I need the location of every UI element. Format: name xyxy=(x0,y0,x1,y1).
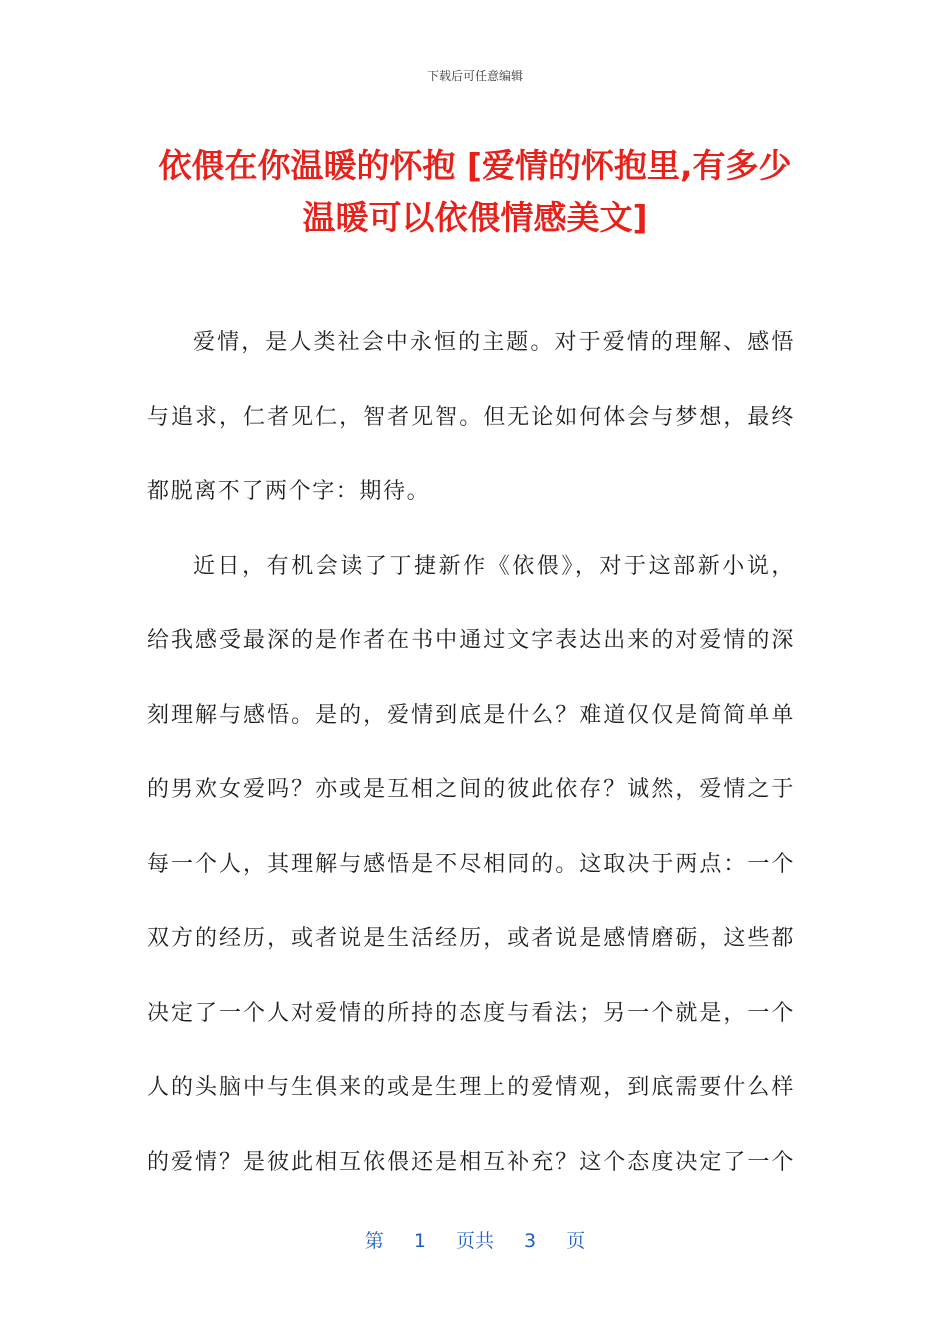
footer-suffix: 页 xyxy=(566,1230,586,1252)
footer-prefix: 第 xyxy=(364,1230,384,1252)
text-line: 决定了一个人对爱情的所持的态度与看法；另一个就是，一个 xyxy=(147,1000,795,1026)
footer-total-pages: 3 xyxy=(524,1230,537,1252)
title-line-2: 温暖可以依偎情感美文] xyxy=(302,198,648,237)
document-title xyxy=(120,140,830,244)
text-line: 近日，有机会读了丁捷新作《依偎》，对于这部新小说， xyxy=(193,553,795,579)
header-note: 下载后可任意编辑 xyxy=(426,69,523,83)
text-line: 人的头脑中与生俱来的或是生理上的爱情观，到底需要什么样 xyxy=(147,1075,795,1100)
text-line: 的爱情？是彼此相互依偎还是相互补充？这个态度决定了一个 xyxy=(147,1149,795,1175)
text-line: 双方的经历，或者说是生活经历，或者说是感情磨砺，这些都 xyxy=(147,926,795,951)
footer-page-number: 1 xyxy=(413,1230,426,1252)
text-line: 刻理解与感悟。是的，爱情到底是什么？难道仅仅是简简单单 xyxy=(147,702,795,728)
body-text xyxy=(147,318,795,1212)
page-footer xyxy=(0,1226,950,1253)
text-line: 都脱离不了两个字：期待。 xyxy=(147,479,431,504)
text-line: 每一个人，其理解与感悟是不尽相同的。这取决于两点：一个 xyxy=(147,851,795,877)
title-line-1: 依偎在你温暖的怀抱 [爱情的怀抱里,有多少 xyxy=(158,146,792,185)
text-line: 爱情，是人类社会中永恒的主题。对于爱情的理解、感悟 xyxy=(193,330,795,355)
text-line: 与追求，仁者见仁，智者见智。但无论如何体会与梦想，最终 xyxy=(147,404,795,430)
text-line: 的男欢女爱吗？亦或是互相之间的彼此依存？诚然，爱情之于 xyxy=(147,777,795,802)
text-line: 给我感受最深的是作者在书中通过文字表达出来的对爱情的深 xyxy=(147,628,795,653)
footer-middle: 页共 xyxy=(455,1230,494,1252)
